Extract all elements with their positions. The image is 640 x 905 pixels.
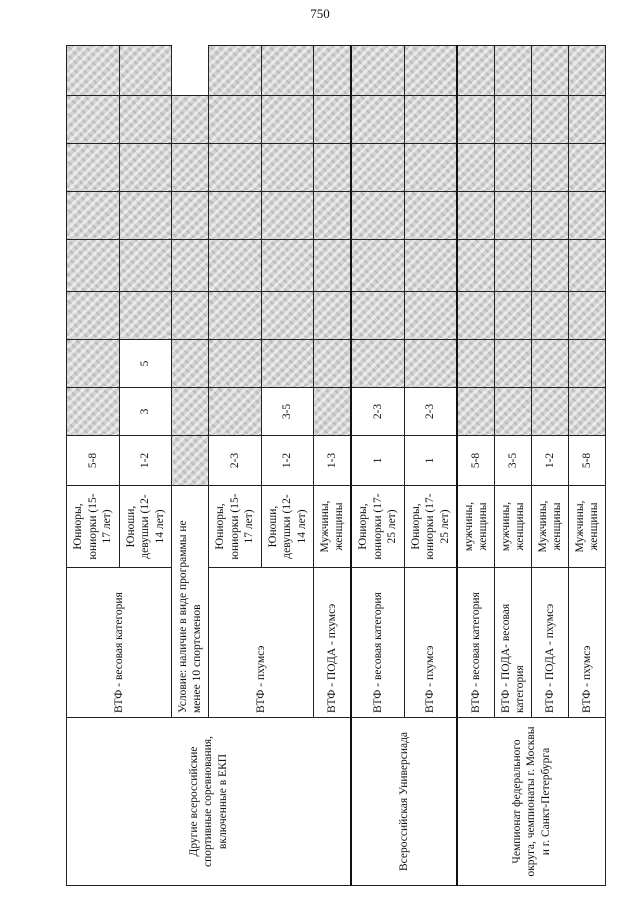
shaded-empty-cell [209,46,262,96]
shaded-empty-cell [119,292,172,340]
discipline-cell: ВТФ - пхумсэ [404,568,457,718]
shaded-empty-cell [532,192,569,240]
shaded-empty-cell [119,144,172,192]
shaded-empty-cell [209,96,262,144]
places-cell: 5-8 [569,436,606,486]
shaded-empty-cell [67,292,120,340]
age-group-cell: Юниоры, юниорки (17-25 лет) [351,486,404,568]
shaded-empty-cell [569,96,606,144]
shaded-empty-cell [457,144,494,192]
shaded-empty-cell [351,340,404,388]
shaded-empty-cell [314,46,351,96]
shaded-empty-cell [314,96,351,144]
shaded-empty-cell [495,144,532,192]
shaded-empty-cell [569,292,606,340]
shaded-empty-cell [119,46,172,96]
shaded-empty-cell [457,340,494,388]
shaded-empty-cell [457,96,494,144]
shaded-empty-cell [172,340,209,388]
shaded-empty-cell [261,96,314,144]
shaded-empty-cell [532,240,569,292]
shaded-empty-cell [457,46,494,96]
shaded-empty-cell [532,96,569,144]
shaded-empty-cell [351,46,404,96]
shaded-empty-cell [261,192,314,240]
shaded-empty-cell [209,144,262,192]
discipline-cell: ВТФ - ПОДА- весовая категория [495,568,532,718]
shaded-empty-cell [172,96,209,144]
shaded-empty-cell [495,340,532,388]
shaded-empty-cell [495,46,532,96]
places-cell: 3-5 [261,388,314,436]
discipline-cell: ВТФ - пхумсэ [569,568,606,718]
places-cell: 5-8 [67,436,120,486]
discipline-cell: ВТФ - весовая категория [351,568,404,718]
competition-cell: Другие всероссийские спортивные соревнования, включенные в ЕКП [67,718,352,886]
shaded-empty-cell [569,388,606,436]
table-row [351,46,404,886]
shaded-empty-cell [351,292,404,340]
shaded-empty-cell [172,436,209,486]
places-cell: 1-2 [532,436,569,486]
shaded-empty-cell [404,240,457,292]
shaded-empty-cell [261,144,314,192]
sports-ranking-table [66,45,606,886]
places-cell: 3-5 [495,436,532,486]
table-row [67,46,120,886]
shaded-empty-cell [532,340,569,388]
places-cell: 5 [119,340,172,388]
places-cell: 1 [404,436,457,486]
shaded-empty-cell [351,96,404,144]
shaded-empty-cell [314,192,351,240]
places-cell: 5-8 [457,436,494,486]
discipline-cell: ВТФ - пхумсэ [209,568,314,718]
places-cell: 2-3 [351,388,404,436]
shaded-empty-cell [172,240,209,292]
shaded-empty-cell [351,240,404,292]
shaded-empty-cell [457,388,494,436]
shaded-empty-cell [569,192,606,240]
shaded-empty-cell [67,340,120,388]
age-group-cell: мужчины, женщины [457,486,494,568]
table-row [457,46,494,886]
places-cell: 1 [351,436,404,486]
discipline-cell: ВТФ - ПОДА - пхумсэ [532,568,569,718]
shaded-empty-cell [119,240,172,292]
shaded-empty-cell [569,340,606,388]
places-cell: 1-3 [314,436,351,486]
shaded-empty-cell [314,340,351,388]
condition-cell: Условие: наличие в виде программы не менее 10 спортсменов [172,486,209,718]
shaded-empty-cell [314,240,351,292]
shaded-empty-cell [457,192,494,240]
shaded-empty-cell [532,388,569,436]
shaded-empty-cell [67,144,120,192]
shaded-empty-cell [209,388,262,436]
age-group-cell: мужчины, женщины [495,486,532,568]
places-cell: 2-3 [209,436,262,486]
age-group-cell: Мужчины, женщины [569,486,606,568]
places-cell: 3 [119,388,172,436]
age-group-cell: Юноши, девушки (12-14 лет) [119,486,172,568]
shaded-empty-cell [67,192,120,240]
shaded-empty-cell [172,292,209,340]
age-group-cell: Юниоры, юниорки (15-17 лет) [209,486,262,568]
shaded-empty-cell [67,46,120,96]
shaded-empty-cell [261,292,314,340]
shaded-empty-cell [404,292,457,340]
shaded-empty-cell [209,340,262,388]
discipline-cell: ВТФ - весовая категория [67,568,172,718]
places-cell: 1-2 [119,436,172,486]
shaded-empty-cell [569,240,606,292]
page-number: 750 [310,6,330,21]
shaded-empty-cell [209,292,262,340]
shaded-empty-cell [457,240,494,292]
shaded-empty-cell [495,96,532,144]
shaded-empty-cell [172,192,209,240]
shaded-empty-cell [532,144,569,192]
shaded-empty-cell [314,292,351,340]
discipline-cell: ВТФ - ПОДА - пхумсэ [314,568,351,718]
shaded-empty-cell [569,144,606,192]
shaded-empty-cell [209,240,262,292]
shaded-empty-cell [495,192,532,240]
age-group-cell: Юниоры, юниорки (17-25 лет) [404,486,457,568]
shaded-empty-cell [404,340,457,388]
table-area [66,46,606,886]
shaded-empty-cell [261,240,314,292]
age-group-cell: Мужчины, женщины [532,486,569,568]
shaded-empty-cell [261,46,314,96]
shaded-empty-cell [404,96,457,144]
shaded-empty-cell [172,144,209,192]
age-group-cell: Юноши, девушки (12-14 лет) [261,486,314,568]
age-group-cell: Мужчины, женщины [314,486,351,568]
shaded-empty-cell [119,96,172,144]
shaded-empty-cell [67,96,120,144]
shaded-empty-cell [261,340,314,388]
competition-cell: Чемпионат федерального округа, чемпионаты г. Москвы и г. Санкт-Петербурга [457,718,605,886]
shaded-empty-cell [67,388,120,436]
age-group-cell: Юниоры, юниорки (15-17 лет) [67,486,120,568]
shaded-empty-cell [495,292,532,340]
shaded-empty-cell [495,240,532,292]
discipline-cell: ВТФ - весовая категория [457,568,494,718]
shaded-empty-cell [351,144,404,192]
competition-cell: Всероссийская Универсиада [351,718,457,886]
rotated-table-wrapper [66,46,606,886]
shaded-empty-cell [404,144,457,192]
shaded-empty-cell [172,388,209,436]
shaded-empty-cell [569,46,606,96]
shaded-empty-cell [457,292,494,340]
shaded-empty-cell [314,144,351,192]
shaded-empty-cell [209,192,262,240]
shaded-empty-cell [351,192,404,240]
shaded-empty-cell [495,388,532,436]
shaded-empty-cell [532,292,569,340]
shaded-empty-cell [67,240,120,292]
shaded-empty-cell [404,46,457,96]
shaded-empty-cell [119,192,172,240]
shaded-empty-cell [314,388,351,436]
shaded-empty-cell [404,192,457,240]
places-cell: 1-2 [261,436,314,486]
shaded-empty-cell [532,46,569,96]
places-cell: 2-3 [404,388,457,436]
